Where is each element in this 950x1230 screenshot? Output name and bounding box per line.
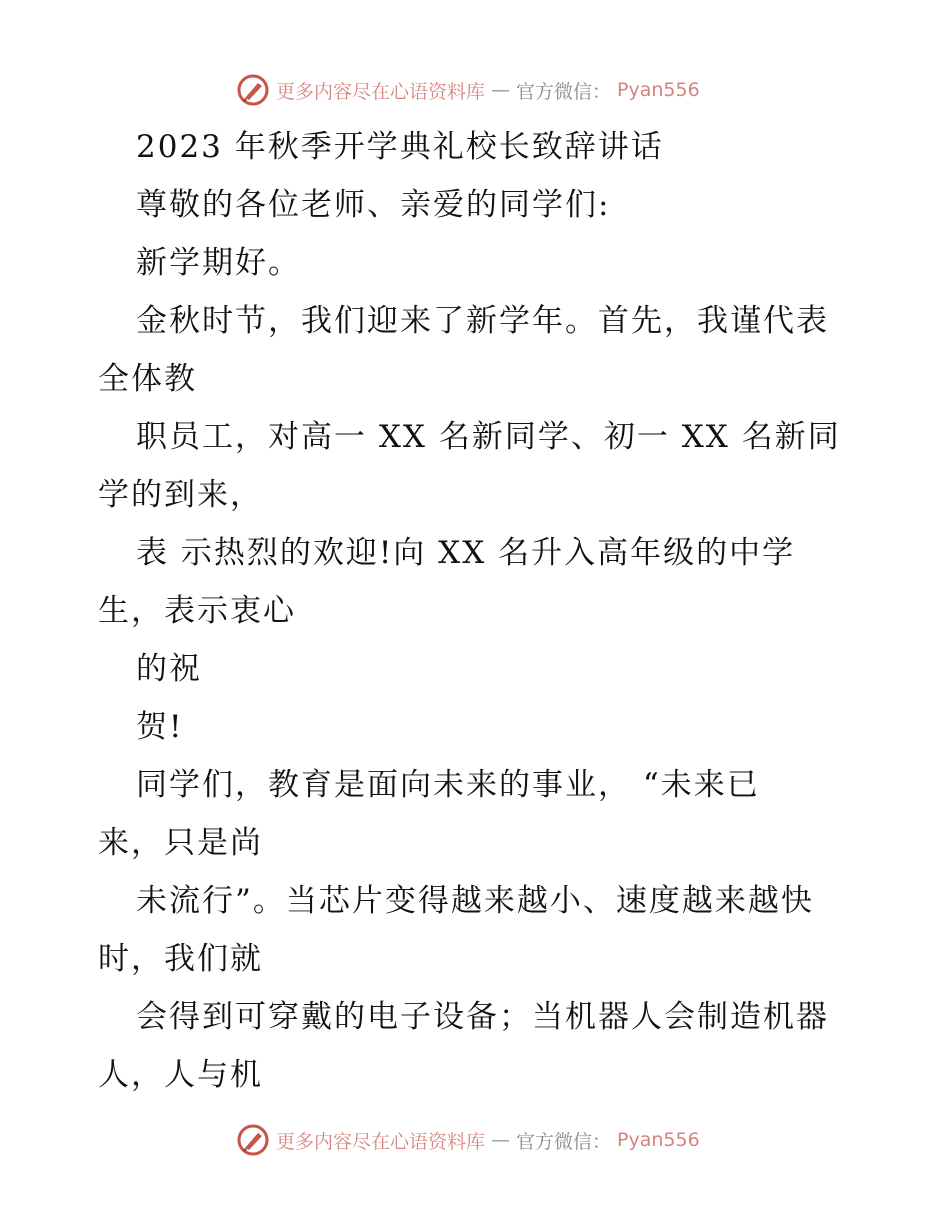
document-body xyxy=(98,118,858,1104)
text-line: 未流行”。当芯片变得越来越小、速度越来越快 xyxy=(136,883,814,919)
header-watermark xyxy=(236,72,700,108)
watermark-separator: — xyxy=(491,1129,511,1151)
text-line: 会得到可穿戴的电子设备；当机器人会制造机器 xyxy=(136,999,829,1035)
watermark-separator: — xyxy=(491,79,511,101)
text-line: 尊敬的各位老师、亲爱的同学们: xyxy=(136,187,611,223)
text-line: 全体教 xyxy=(98,361,197,397)
text-line: 来，只是尚 xyxy=(98,825,263,861)
watermark-label: 官方微信： xyxy=(516,1130,612,1153)
text-line: 贺! xyxy=(136,709,184,745)
text-line: 同学们，教育是面向未来的事业， “未来已 xyxy=(136,767,760,803)
watermark-account: Pyan556 xyxy=(617,79,700,101)
text-line: 职员工，对高一 XX 名新同学、初一 XX 名新同 xyxy=(136,419,841,455)
text-line: 表 示热烈的欢迎!向 XX 名升入高年级的中学 xyxy=(136,535,796,571)
watermark-account: Pyan556 xyxy=(617,1129,700,1151)
text-line: 时，我们就 xyxy=(98,941,263,977)
watermark-label: 官方微信： xyxy=(516,80,612,103)
text-line: 学的到来， xyxy=(98,477,263,513)
footer-watermark xyxy=(236,1122,700,1158)
watermark-brand-text: 更多内容尽在心语资料库 xyxy=(276,80,486,103)
text-line: 新学期好。 xyxy=(136,245,301,281)
pen-circle-logo-icon xyxy=(236,73,270,107)
text-line: 人，人与机 xyxy=(98,1057,263,1093)
watermark-brand-text: 更多内容尽在心语资料库 xyxy=(276,1130,486,1153)
text-line: 2023 年秋季开学典礼校长致辞讲话 xyxy=(136,129,664,165)
text-line: 金秋时节，我们迎来了新学年。首先，我谨代表 xyxy=(136,303,829,339)
text-line: 的祝 xyxy=(136,651,202,687)
pen-circle-logo-icon xyxy=(236,1123,270,1157)
text-line: 生，表示衷心 xyxy=(98,593,296,629)
